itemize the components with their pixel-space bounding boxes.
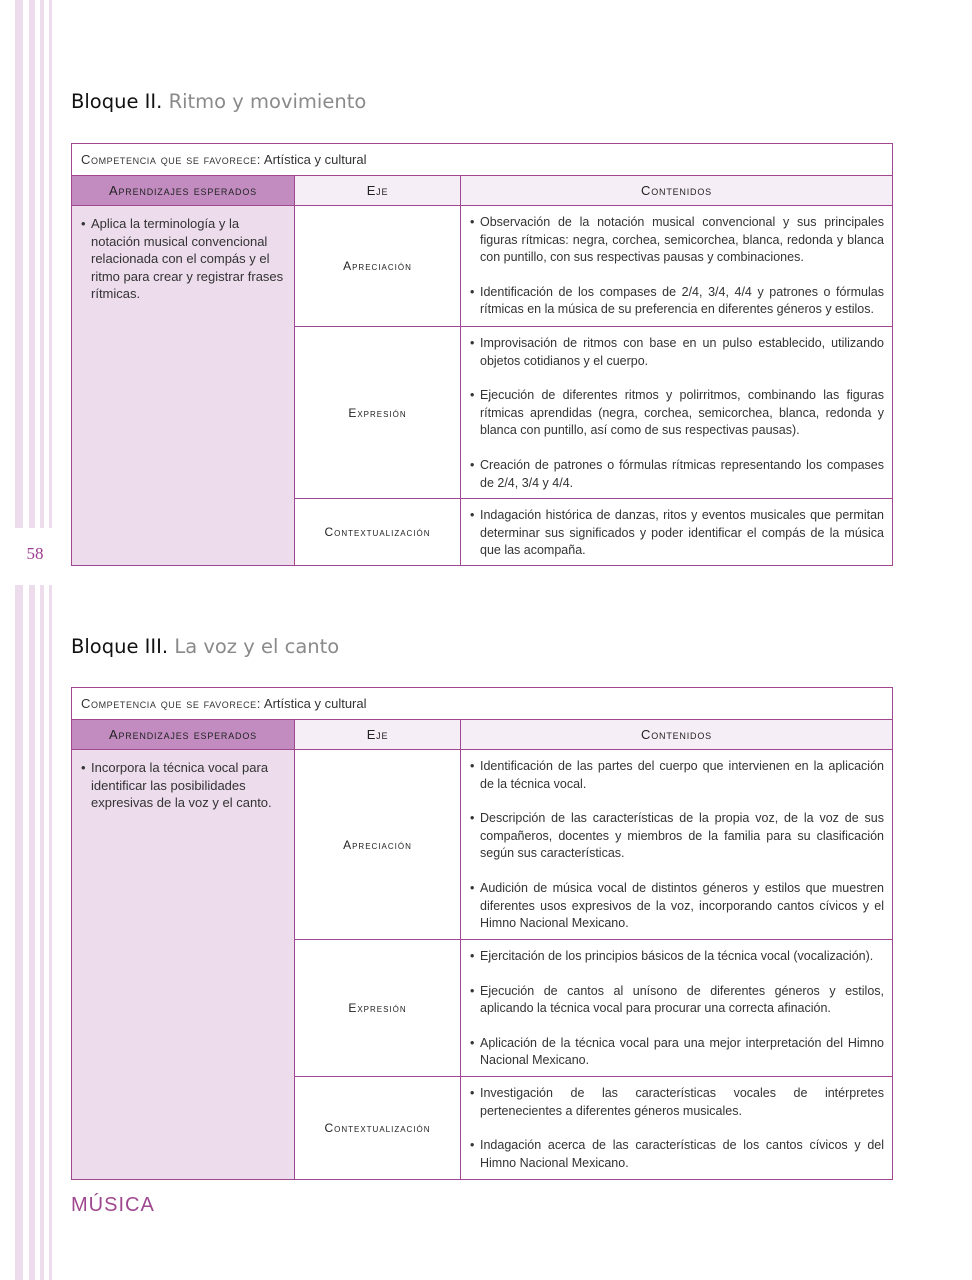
contenidos-cell: [461, 327, 893, 499]
side-stripe: [49, 0, 52, 528]
eje-contextualizacion: Contextualización: [295, 1077, 461, 1180]
header-eje: Eje: [295, 176, 461, 206]
bloque-title: [71, 90, 366, 113]
list-item: • Creación de patrones o fórmulas rítmicas representando los compases de 2/4, 3/4 y 4/4.: [470, 457, 884, 490]
list-item: • Descripción de las características de la propia voz, de la voz de sus compañeros, docentes y miembros de la familia para su clasificación según sus características.: [470, 811, 884, 861]
list-item: • Audición de música vocal de distintos géneros y estilos que muestren diferentes usos expresivos de la voz, incorporando cantos cívicos y el Himno Nacional Mexicano.: [470, 880, 884, 931]
competencia-row: [72, 144, 893, 176]
bullet: •: [81, 216, 86, 231]
list-item: • Identificación de los compases de 2/4, 3/4, 4/4 y patrones o fórmulas rítmicas en la música de su preferencia en diferentes géneros y estilos.: [470, 284, 884, 317]
side-stripe: [40, 0, 44, 528]
eje-expresion: Expresión: [295, 327, 461, 499]
side-stripe: [29, 585, 35, 1280]
competencia-value: Artística y cultural: [263, 152, 367, 167]
bloque-title: [71, 635, 339, 658]
list-item: • Indagación histórica de danzas, ritos y eventos musicales que permitan determinar sus significados y poder identificar el compás de la música que las acompaña.: [470, 508, 884, 558]
side-stripe: [29, 0, 35, 528]
list-item: • Ejercitación de los principios básicos de la técnica vocal (vocalización).: [470, 949, 874, 963]
bloque-title-bold: Bloque III.: [71, 635, 169, 658]
contenidos-cell: [461, 940, 893, 1077]
contenidos-cell: [461, 750, 893, 940]
aprendizaje-text: Aplica la terminología y la notación musical convencional relacionada con el compás y el ritmo para crear y registrar frases rítmicas.: [91, 216, 284, 302]
contenidos-cell: [461, 499, 893, 566]
eje-expresion: Expresión: [295, 940, 461, 1077]
competencia-label: Competencia que se favorece:: [81, 152, 261, 167]
header-contenidos: Contenidos: [461, 176, 893, 206]
list-item: • Aplicación de la técnica vocal para una mejor interpretación del Himno Nacional Mexicano.: [470, 1035, 884, 1068]
contenidos-cell: [461, 206, 893, 327]
competencia-row: [72, 688, 893, 720]
list-item: • Observación de la notación musical convencional y sus principales figuras rítmicas: negra, corchea, semicorchea, blanca, redonda y blanca con puntillo, con sus respectivas pausas y combinaciones.: [470, 215, 884, 265]
bullet: •: [81, 760, 86, 775]
contenidos-cell: [461, 1077, 893, 1180]
header-contenidos: Contenidos: [461, 720, 893, 750]
header-aprendizajes: Aprendizajes esperados: [72, 176, 295, 206]
list-item: • Ejecución de diferentes ritmos y polirritmos, combinando las figuras rítmicas aprendidas (negra, corchea, semicorchea, blanca, redonda y blanca con puntillo, así como de sus respectivas pausas).: [470, 388, 884, 438]
bloque-title-sub: Ritmo y movimiento: [168, 90, 367, 113]
bloque-table: [71, 143, 893, 566]
header-aprendizajes: Aprendizajes esperados: [72, 720, 295, 750]
list-item: • Improvisación de ritmos con base en un pulso establecido, utilizando objetos cotidianos y el cuerpo.: [470, 336, 884, 368]
list-item: • Indagación acerca de las características de los cantos cívicos y del Himno Nacional Mexicano.: [470, 1138, 884, 1170]
bloque-title-sub: La voz y el canto: [174, 635, 340, 658]
header-eje: Eje: [295, 720, 461, 750]
aprendizaje-cell: [72, 750, 295, 1180]
bloque-table: [71, 687, 893, 1180]
side-stripe: [40, 585, 44, 1280]
competencia-value: Artística y cultural: [263, 696, 367, 711]
list-item: • Investigación de las características vocales de intérpretes pertenecientes a diferentes géneros musicales.: [470, 1086, 884, 1118]
list-item: • Identificación de las partes del cuerpo que intervienen en la aplicación de la técnica vocal.: [470, 759, 884, 791]
eje-apreciacion: Apreciación: [295, 206, 461, 327]
eje-contextualizacion: Contextualización: [295, 499, 461, 566]
bloque-title-bold: Bloque II.: [71, 90, 163, 113]
side-stripe: [15, 585, 23, 1280]
side-stripe: [49, 585, 52, 1280]
footer-subject-label: MÚSICA: [71, 1194, 155, 1216]
side-stripe: [15, 0, 23, 528]
page-number: 58: [26, 544, 44, 563]
list-item: • Ejecución de cantos al unísono de diferentes géneros y estilos, aplicando la técnica vocal para procurar una correcta afinación.: [470, 983, 884, 1016]
aprendizaje-cell: [72, 206, 295, 566]
eje-apreciacion: Apreciación: [295, 750, 461, 940]
aprendizaje-text: Incorpora la técnica vocal para identificar las posibilidades expresivas de la voz y el canto.: [91, 760, 272, 811]
competencia-label: Competencia que se favorece:: [81, 696, 261, 711]
